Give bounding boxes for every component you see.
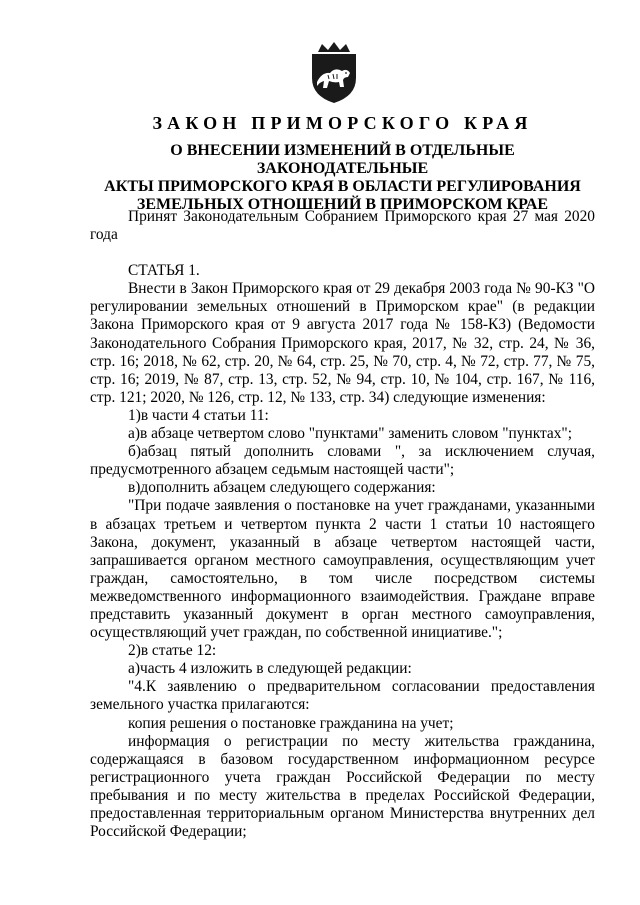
paragraph: 1)в части 4 статьи 11: — [128, 406, 269, 424]
paragraph: а)часть 4 изложить в следующей редакции: — [128, 660, 412, 678]
law-body — [90, 208, 595, 841]
paragraph: в)дополнить абзацем следующего содержания: — [128, 479, 436, 497]
adoption-note: Принят Законодательным Собранием Приморского края 27 мая 2020 года — [90, 208, 595, 244]
paragraph: Внести в Закон Приморского края от 29 декабря 2003 года № 90-КЗ "О регулировании земельных отношений в Приморском крае" (в редакции Закона Приморского края от 9 августа 2017 года № 158-КЗ) (Ведомости Законодательного Собрания Приморского края, 2017, № 32, стр. 24, № 36, стр. 16; 2018, № 62, стр. 20, № 64, стр. 25, № 70, стр. 4, № 72, стр. 77, № 75, стр. 16; 2019, № 87, стр. 13, стр. 52, № 94, стр. 10, № 104, стр. 167, № 116, стр. 121; 2020, № 126, стр. 12, № 133, стр. 34) следующие изменения: — [90, 280, 595, 406]
paragraph: б)абзац пятый дополнить словами ", за исключением случая, предусмотренного абзацем седьмым настоящей части"; — [90, 443, 595, 479]
subtitle-line: АКТЫ ПРИМОРСКОГО КРАЯ В ОБЛАСТИ РЕГУЛИРОВАНИЯ — [104, 178, 581, 195]
paragraph: а)в абзаце четвертом слово "пунктами" заменить словом "пунктах"; — [128, 425, 572, 443]
article-heading: СТАТЬЯ 1. — [128, 262, 200, 280]
coat-of-arms-icon — [308, 42, 360, 104]
law-subtitle — [90, 142, 595, 214]
subtitle-line: О ВНЕСЕНИИ ИЗМЕНЕНИЙ В ОТДЕЛЬНЫЕ ЗАКОНОДАТЕЛЬНЫЕ — [170, 142, 515, 177]
paragraph: информация о регистрации по месту жительства гражданина, содержащаяся в базовом государственном информационном ресурсе регистрационного учета граждан Российской Федерации по месту пребывания и по месту жительства в пределах Российской Федерации, предоставленная территориальным органом Министерства внутренних дел Российской Федерации; — [90, 732, 595, 841]
subtitle-line: ЗЕМЕЛЬНЫХ ОТНОШЕНИЙ В ПРИМОРСКОМ КРАЕ — [136, 196, 549, 213]
paragraph: 2)в статье 12: — [128, 642, 217, 660]
paragraph: "4.К заявлению о предварительном согласовании предоставления земельного участка прилагаются: — [90, 678, 595, 714]
paragraph: копия решения о постановке гражданина на учет; — [128, 714, 454, 732]
paragraph: "При подаче заявления о постановке на учет гражданами, указанными в абзацах третьем и четвертом пункта 2 части 1 статьи 10 настоящего Закона, документ, указанный в абзаце четвертом настоящей части, запрашивается органом местного самоуправления, осуществляющим учет граждан, самостоятельно, в том числе посредством системы межведомственного информационного взаимодействия. Граждане вправе представить указанный документ в орган местного самоуправления, осуществляющий учет граждан, по собственной инициативе."; — [90, 497, 595, 642]
law-title: ЗАКОН ПРИМОРСКОГО КРАЯ — [152, 113, 533, 133]
